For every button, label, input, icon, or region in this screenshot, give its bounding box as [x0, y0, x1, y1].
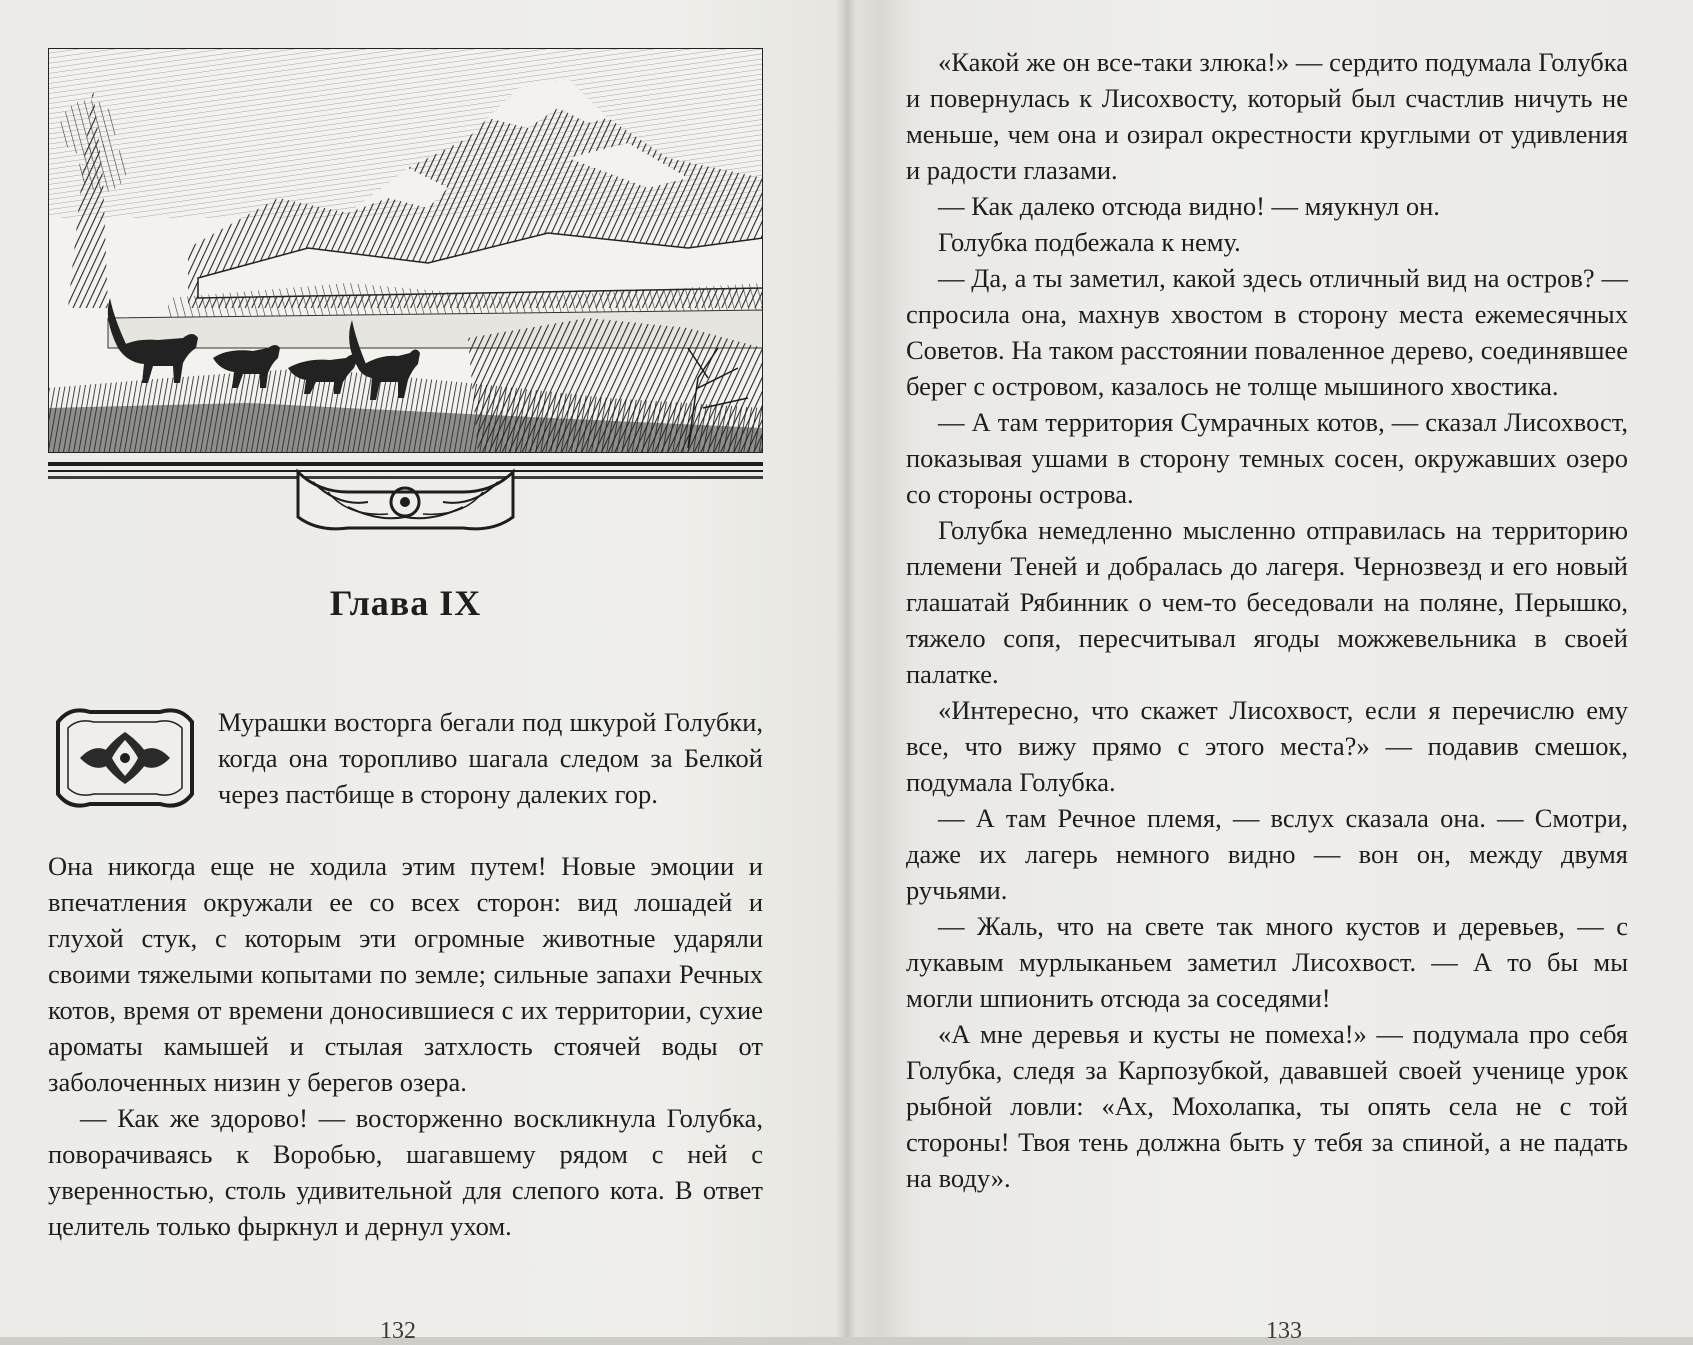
left-body-text — [48, 848, 763, 1244]
book-gutter — [836, 0, 856, 1337]
left-paragraph-2: — Как же здорово! — восторженно воскликнула Голубка, поворачиваясь к Воробью, шагавшему рядом с ней с уверенностью, столь удивительной для слепого кота. В ответ целитель только фыркнул и дернул ухом. — [48, 1103, 763, 1241]
right-paragraph: — А там территория Сумрачных котов, — сказал Лисохвост, показывая ушами в сторону темных сосен, окружавших озеро со стороны острова. — [906, 407, 1628, 509]
mountain-lake-cats-engraving-icon — [48, 48, 763, 453]
page-number-left: 132 — [380, 1318, 416, 1344]
paragraph-ornament — [50, 702, 200, 814]
right-paragraph: Голубка подбежала к нему. — [938, 227, 1241, 257]
right-body-text — [906, 44, 1628, 1196]
chapter-title: Глава IX — [329, 583, 482, 623]
dropcap-paragraph — [218, 704, 763, 812]
right-paragraph: — Как далеко отсюда видно! — мяукнул он. — [938, 191, 1440, 221]
right-paragraph: «А мне деревья и кусты не помеха!» — подумала про себя Голубка, следя за Карпозубкой, дававшей своей ученице урок рыбной ловли: «Ах, Мохолапка, ты опять села не с той стороны! Твоя тень должна быть у тебя за спиной, а не падать на воду». — [906, 1019, 1628, 1193]
chapter-ornament-band — [48, 462, 763, 540]
right-paragraph: — Да, а ты заметил, какой здесь отличный вид на остров? — спросила она, махнув хвостом в сторону места ежемесячных Советов. На таком расстоянии поваленное дерево, соединявшее берег с островом, казалось не толще мышиного хвостика. — [906, 263, 1628, 401]
right-page — [856, 0, 1693, 1344]
floral-vignette-icon — [50, 702, 200, 814]
chapter-illustration — [48, 48, 763, 453]
right-paragraph: «Какой же он все-таки злюка!» — сердито подумала Голубка и повернулась к Лисохвосту, который был счастлив ничуть не меньше, чем она и озирал окрестности круглыми от удивления и радости глазами. — [906, 47, 1628, 185]
scroll-ornament-icon — [48, 462, 763, 540]
right-paragraph: — А там Речное племя, — вслух сказала она. — Смотри, даже их лагерь немного видно — вон он, между двумя ручьями. — [906, 803, 1628, 905]
left-page — [0, 0, 836, 1344]
dropcap-paragraph-text: Мурашки восторга бегали под шкурой Голубки, когда она торопливо шагала следом за Белкой через пастбище в сторону далеких гор. — [218, 707, 763, 809]
right-paragraph: «Интересно, что скажет Лисохвост, если я перечислю ему все, что вижу прямо с этого места?» — подавив смешок, подумала Голубка. — [906, 695, 1628, 797]
right-paragraph: Голубка немедленно мысленно отправилась на территорию племени Теней и добралась до лагеря. Чернозвезд и его новый глашатай Рябинник о чем-то беседовали на поляне, Перышко, тяжело сопя, пересчитывал ягоды можжевельника в своей палатке. — [906, 515, 1628, 689]
right-paragraph: — Жаль, что на свете так много кустов и деревьев, — с лукавым мурлыканьем заметил Лисохвост. — А то бы мы могли шпионить отсюда за соседями! — [906, 911, 1628, 1013]
page-number-right: 133 — [1266, 1318, 1302, 1344]
left-paragraph-1-rest: Она никогда еще не ходила этим путем! Новые эмоции и впечатления окружали ее со всех сторон: вид лошадей и глухой стук, с которым эти огромные животные ударяли своими тяжелыми копытами по земле; сильные запахи Речных котов, время от времени доносившиеся с их территории, сухие ароматы камышей и стылая затхлость стоячей воды от заболоченных низин у берегов озера. — [48, 851, 763, 1097]
